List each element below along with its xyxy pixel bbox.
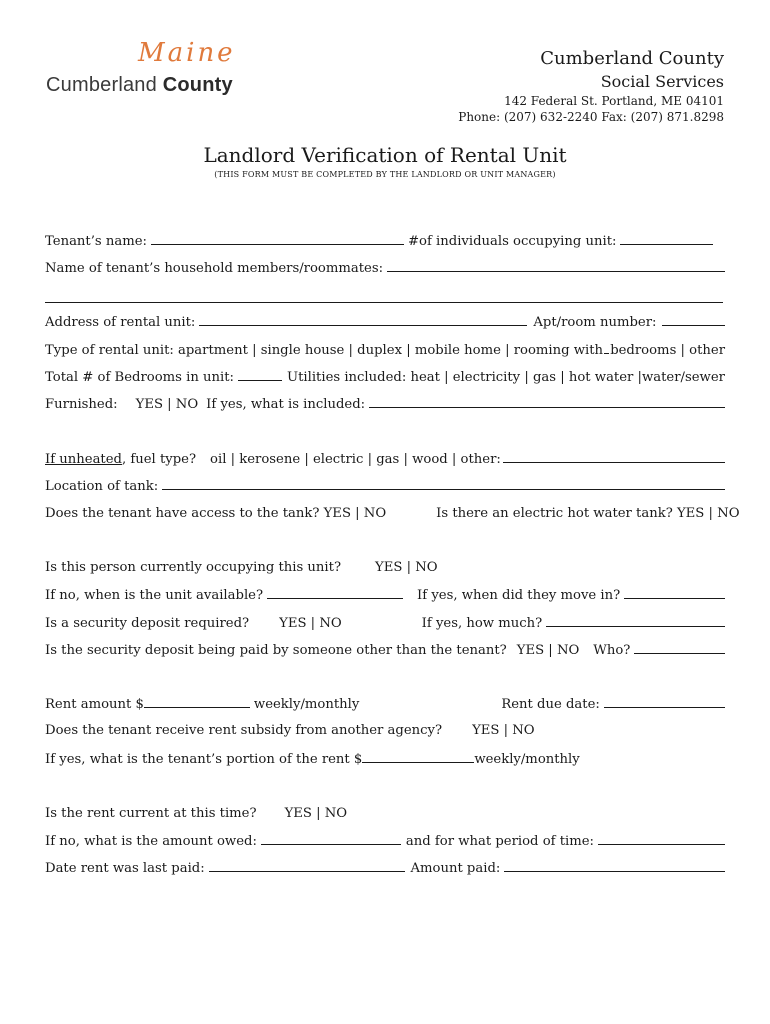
form-note: (THIS FORM MUST BE COMPLETED BY THE LANDLORD OR UNIT MANAGER) bbox=[214, 170, 556, 179]
furnished-yes-no[interactable]: YES | NO bbox=[135, 397, 199, 412]
row-address bbox=[45, 314, 725, 330]
furnished-what-label: If yes, what is included: bbox=[206, 397, 366, 412]
header-subtitle: Social Services bbox=[600, 72, 724, 91]
row-rent-current bbox=[45, 806, 725, 821]
deposit-yes-no[interactable]: YES | NO bbox=[279, 616, 342, 631]
row-furnished bbox=[45, 396, 725, 412]
fuel-other-field[interactable] bbox=[503, 451, 725, 463]
logo-cumberland: Cumberland bbox=[46, 74, 157, 96]
unit-type-label: Type of rental unit: apartment | single house | duplex | mobile home | rooming with bbox=[45, 343, 604, 358]
rent-due-field[interactable] bbox=[604, 696, 725, 708]
form-title: Landlord Verification of Rental Unit bbox=[203, 143, 567, 167]
row-subsidy bbox=[45, 723, 725, 738]
tank-location-label: Location of tank: bbox=[45, 479, 159, 494]
unit-type-label-2: bedrooms | other bbox=[610, 343, 725, 358]
available-label: If no, when is the unit available? bbox=[45, 588, 264, 603]
owed-label: If no, what is the amount owed: bbox=[45, 834, 257, 849]
portion-period[interactable]: weekly/monthly bbox=[474, 752, 580, 767]
tenant-name-label: Tenant’s name: bbox=[45, 234, 147, 249]
county-logo bbox=[46, 74, 233, 97]
occupying-yes-no[interactable]: YES | NO bbox=[375, 560, 438, 575]
rooming-bedrooms-field[interactable] bbox=[604, 342, 609, 354]
header-address: 142 Federal St. Portland, ME 04101 bbox=[504, 94, 724, 108]
header-phone-fax: Phone: (207) 632-2240 Fax: (207) 871.8298 bbox=[458, 110, 724, 124]
portion-field[interactable] bbox=[362, 751, 474, 763]
household-field[interactable] bbox=[387, 260, 725, 272]
row-bedrooms bbox=[45, 369, 725, 385]
household-field-line-2[interactable] bbox=[45, 302, 723, 303]
move-in-label: If yes, when did they move in? bbox=[417, 588, 621, 603]
period-label: and for what period of time: bbox=[405, 834, 594, 849]
bedrooms-field[interactable] bbox=[238, 369, 282, 381]
how-much-field[interactable] bbox=[546, 615, 725, 627]
row-tank-location bbox=[45, 478, 725, 494]
utilities-label: Utilities included: heat | electricity | gas | hot water |water/sewer bbox=[286, 370, 725, 385]
furnished-label: Furnished: bbox=[45, 397, 118, 412]
logo-maine-script: Maine bbox=[138, 38, 236, 68]
tank-access-question[interactable]: Does the tenant have access to the tank? YES | NO bbox=[45, 506, 387, 521]
subsidy-question: Does the tenant receive rent subsidy from another agency? bbox=[45, 723, 443, 738]
row-household bbox=[45, 260, 725, 276]
household-label: Name of tenant’s household members/roommates: bbox=[45, 261, 384, 276]
move-in-field[interactable] bbox=[624, 587, 725, 599]
last-paid-label: Date rent was last paid: bbox=[45, 861, 205, 876]
row-deposit bbox=[45, 615, 725, 631]
apt-field[interactable] bbox=[662, 314, 725, 326]
amount-paid-label: Amount paid: bbox=[410, 861, 501, 876]
fuel-label: , fuel type? bbox=[121, 452, 197, 467]
address-field[interactable] bbox=[199, 314, 527, 326]
address-label: Address of rental unit: bbox=[45, 315, 196, 330]
current-question: Is the rent current at this time? bbox=[45, 806, 257, 821]
row-fuel-type bbox=[45, 451, 725, 467]
subsidy-yes-no[interactable]: YES | NO bbox=[472, 723, 535, 738]
apt-label: Apt/room number: bbox=[533, 315, 657, 330]
row-deposit-other bbox=[45, 642, 725, 658]
occupants-label: #of individuals occupying unit: bbox=[407, 234, 617, 249]
furnished-what-field[interactable] bbox=[369, 396, 725, 408]
who-field[interactable] bbox=[634, 642, 725, 654]
header-title: Cumberland County bbox=[540, 48, 724, 69]
row-occupying bbox=[45, 560, 725, 575]
row-tank-access bbox=[45, 506, 740, 521]
period-field[interactable] bbox=[598, 833, 725, 845]
deposit-question: Is a security deposit required? bbox=[45, 616, 250, 631]
last-paid-field[interactable] bbox=[209, 860, 406, 872]
row-available bbox=[45, 587, 725, 603]
how-much-label: If yes, how much? bbox=[421, 616, 543, 631]
portion-label: If yes, what is the tenant’s portion of the rent $ bbox=[45, 752, 363, 767]
occupying-question: Is this person currently occupying this unit? bbox=[45, 560, 342, 575]
rent-period[interactable]: weekly/monthly bbox=[253, 697, 360, 712]
deposit-other-question: Is the security deposit being paid by someone other than the tenant? bbox=[45, 643, 507, 658]
available-field[interactable] bbox=[267, 587, 403, 599]
row-amount-owed bbox=[45, 833, 725, 849]
row-rent-amount bbox=[45, 696, 725, 712]
row-last-paid bbox=[45, 860, 725, 876]
deposit-other-yes-no[interactable]: YES | NO bbox=[516, 643, 580, 658]
row-unit-type bbox=[45, 342, 725, 358]
owed-field[interactable] bbox=[261, 833, 401, 845]
amount-paid-field[interactable] bbox=[504, 860, 725, 872]
bedrooms-label: Total # of Bedrooms in unit: bbox=[45, 370, 234, 385]
rent-amount-field[interactable] bbox=[144, 696, 250, 708]
hot-water-question[interactable]: Is there an electric hot water tank? YES | NO bbox=[436, 506, 740, 521]
rent-due-label: Rent due date: bbox=[501, 697, 600, 712]
unheated-label: If unheated bbox=[45, 452, 122, 467]
fuel-options[interactable]: oil | kerosene | electric | gas | wood | other: bbox=[210, 452, 501, 467]
tank-location-field[interactable] bbox=[162, 478, 725, 490]
rent-amount-label: Rent amount $ bbox=[45, 697, 144, 712]
row-tenant-name bbox=[45, 233, 725, 249]
current-yes-no[interactable]: YES | NO bbox=[284, 806, 348, 821]
who-label: Who? bbox=[593, 643, 631, 658]
logo-county-word: County bbox=[162, 74, 233, 96]
row-tenant-portion bbox=[45, 751, 725, 767]
tenant-name-field[interactable] bbox=[151, 233, 404, 245]
occupants-field[interactable] bbox=[620, 233, 713, 245]
